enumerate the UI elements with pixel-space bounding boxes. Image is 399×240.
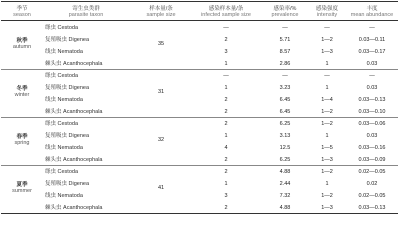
header-intensity: 感染强度 intensity [315,6,338,18]
abundance-value: 0.03 [366,61,378,67]
infected-count: — [223,73,229,79]
prevalence-value: 6.45 [279,97,291,103]
parasite-name: 复殖吸虫 Digenea [45,37,90,43]
parasite-name: 线虫 Nematoda [45,49,83,55]
infected-count: 2 [224,205,228,211]
intensity-value: 1—5 [321,145,333,151]
infected-count: 1 [224,181,228,187]
season-label: 冬季 winter [14,86,30,98]
parasite-name: 线虫 Nematoda [45,193,83,199]
intensity-value: 1—3 [321,157,333,163]
abundance-value: 0.03—0.13 [358,97,386,103]
infected-count: 1 [224,61,228,67]
header-prevalence: 感染率/% prevalence [271,6,299,18]
prevalence-value: 4.88 [279,169,291,175]
abundance-value: 0.02 [366,181,378,187]
parasite-name: 绦虫 Cestoda [45,121,79,127]
group-divider [1,165,398,166]
abundance-value: 0.03—0.17 [358,49,386,55]
prevalence-value: 3.13 [279,133,291,139]
prevalence-value: 6.45 [279,109,291,115]
season-label: 夏季 summer [12,182,32,194]
intensity-value: — [324,73,330,79]
abundance-value: 0.03—0.16 [358,145,386,151]
sample-size-value: 32 [157,137,165,143]
intensity-value: 1 [325,85,329,91]
parasite-name: 绦虫 Cestoda [45,73,79,79]
parasite-name: 棘头虫 Acanthocephala [45,205,103,211]
group-divider [1,117,398,118]
parasite-name: 绦虫 Cestoda [45,25,79,31]
infected-count: 2 [224,157,228,163]
infected-count: 2 [224,97,228,103]
infected-count: — [223,25,229,31]
parasite-name: 线虫 Nematoda [45,97,83,103]
intensity-value: 1—2 [321,193,333,199]
abundance-value: 0.03—0.09 [358,157,386,163]
infected-count: 1 [224,133,228,139]
abundance-value: 0.03—0.06 [358,121,386,127]
intensity-value: 1—2 [321,121,333,127]
abundance-value: 0.03 [366,85,378,91]
prevalence-value: — [282,25,288,31]
infected-count: 2 [224,37,228,43]
intensity-value: 1—3 [321,205,333,211]
abundance-value: 0.03 [366,133,378,139]
header-parasite: 寄生虫类群 parasite taxon [68,6,104,18]
bottom-rule [1,213,398,214]
abundance-value: 0.03—0.13 [358,205,386,211]
prevalence-value: 5.71 [279,37,291,43]
abundance-value: 0.02—0.05 [358,193,386,199]
prevalence-value: 7.32 [279,193,291,199]
infected-count: 3 [224,49,228,55]
intensity-value: 1 [325,133,329,139]
parasite-name: 棘头虫 Acanthocephala [45,109,103,115]
infected-count: 2 [224,121,228,127]
top-rule [1,1,398,2]
parasite-infection-table [1,1,398,214]
intensity-value: 1—2 [321,37,333,43]
intensity-value: — [324,25,330,31]
parasite-name: 棘头虫 Acanthocephala [45,157,103,163]
prevalence-value: 6.25 [279,121,291,127]
prevalence-value: 2.86 [279,61,291,67]
infected-count: 1 [224,85,228,91]
header-infected-sample-size: 感染样本量/条 infected sample size [201,6,251,18]
abundance-value: 0.02—0.05 [358,169,386,175]
parasite-name: 绦虫 Cestoda [45,169,79,175]
prevalence-value: 8.57 [279,49,291,55]
prevalence-value: 12.5 [279,145,291,151]
intensity-value: 1 [325,61,329,67]
intensity-value: 1—2 [321,109,333,115]
header-bottom-rule [1,20,398,21]
prevalence-value: 3.23 [279,85,291,91]
parasite-name: 复殖吸虫 Digenea [45,85,90,91]
intensity-value: 1—2 [321,169,333,175]
intensity-value: 1 [325,181,329,187]
header-sample-size: 样本量/条 sample size [146,6,176,18]
prevalence-value: 4.88 [279,205,291,211]
abundance-value: — [369,25,375,31]
infected-count: 2 [224,109,228,115]
sample-size-value: 31 [157,89,165,95]
parasite-name: 复殖吸虫 Digenea [45,181,90,187]
parasite-name: 线虫 Nematoda [45,145,83,151]
prevalence-value: — [282,73,288,79]
season-label: 秋季 autumn [12,38,32,50]
abundance-value: 0.03—0.11 [358,37,386,43]
abundance-value: 0.03—0.10 [358,109,386,115]
parasite-name: 棘头虫 Acanthocephala [45,61,103,67]
sample-size-value: 35 [157,41,165,47]
abundance-value: — [369,73,375,79]
infected-count: 4 [224,145,228,151]
group-divider [1,69,398,70]
prevalence-value: 6.25 [279,157,291,163]
intensity-value: 1—4 [321,97,333,103]
infected-count: 3 [224,193,228,199]
season-label: 春季 spring [14,134,30,146]
parasite-name: 复殖吸虫 Digenea [45,133,90,139]
prevalence-value: 2.44 [279,181,291,187]
header-season: 季节 season [13,6,31,18]
intensity-value: 1—3 [321,49,333,55]
header-mean-abundance: 丰度 mean abundance [350,6,394,18]
infected-count: 2 [224,169,228,175]
sample-size-value: 41 [157,185,165,191]
